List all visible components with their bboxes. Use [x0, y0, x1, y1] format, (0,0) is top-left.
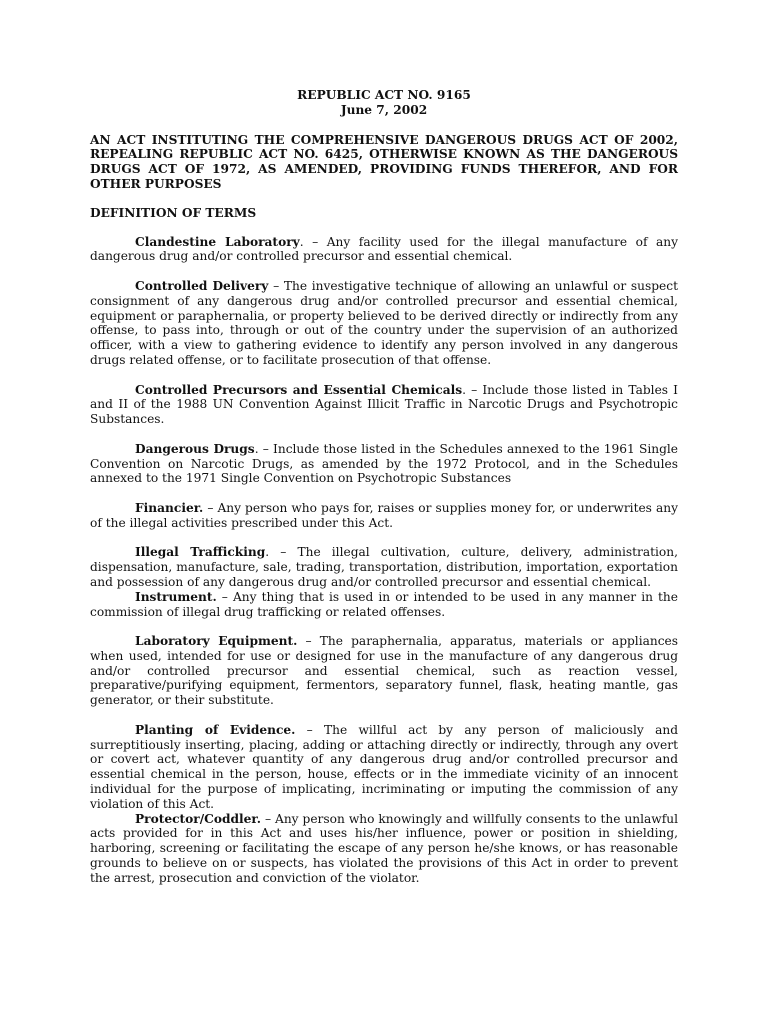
definition-text: – The willful act by any person of maliciously and surreptitiously inserting, placing, adding or attaching directly or indirectly, through any overt or covert act, whatever quantity of any dangerous drug and/or controlled precursor and essential chemical in the person, house, effects or in the immediate vicinity of an innocent individual for the purpose of implicating, incriminating or imputing the commission of any violation of this Act. [90, 722, 678, 811]
definition-text: . – Include those listed in the Schedules annexed to the 1961 Single Convention on Narcotic Drugs, as amended by the 1972 Protocol, and in the Schedules annexed to the 1971 Single Convention on Psychotropic Substances [90, 441, 679, 486]
definition-term: Illegal Trafficking [135, 545, 266, 560]
definition-instrument [90, 590, 678, 620]
definition-financier [90, 501, 678, 531]
act-title: AN ACT INSTITUTING THE COMPREHENSIVE DANGEROUS DRUGS ACT OF 2002, REPEALING REPUBLIC ACT NO. 6425, OTHERWISE KNOWN AS THE DANGEROUS DRUGS ACT OF 1972, AS AMENDED, PROVIDING FUNDS THEREFOR, AND FOR OTHER PURPOSES [90, 132, 678, 191]
definition-illegal-trafficking [90, 545, 678, 589]
definition-text: . – Any facility used for the illegal manufacture of any dangerous drug and/or controlled precursor and essential chemical. [90, 234, 678, 264]
document-page [90, 88, 678, 900]
definition-text: – Any thing that is used in or intended to be used in any manner in the commission of illegal drug trafficking or related offenses. [90, 589, 678, 619]
definition-term: Laboratory Equipment. [135, 634, 298, 649]
definition-term: Controlled Precursors and Essential Chemicals [135, 382, 463, 397]
act-date: June 7, 2002 [340, 102, 428, 117]
definition-term: Planting of Evidence. [135, 722, 296, 737]
definition-clandestine-laboratory [90, 235, 678, 265]
definition-protector-coddler [90, 812, 678, 886]
definition-controlled-delivery [90, 279, 678, 368]
definition-term: Clandestine Laboratory [135, 234, 300, 249]
definition-text: – The investigative technique of allowing an unlawful or suspect consignment of any dangerous drug and/or controlled precursor and essential chemical, equipment or paraphernalia, or property believed to be derived directly or indirectly from any offense, to pass into, through or out of the country under the supervision of an authorized officer, with a view to gathering evidence to identify any person involved in any dangerous drugs related offense, or to facilitate prosecution of that offense. [90, 278, 678, 367]
definition-term: Dangerous Drugs [135, 441, 255, 456]
section-heading: DEFINITION OF TERMS [90, 205, 257, 220]
definition-text: . – Include those listed in Tables I and II of the 1988 UN Convention Against Illicit Traffic in Narcotic Drugs and Psychotropic Substances. [90, 382, 678, 427]
definition-term: Controlled Delivery [135, 278, 269, 293]
definition-term: Instrument. [135, 589, 217, 604]
definition-planting-of-evidence [90, 723, 678, 812]
definition-text: – Any person who knowingly and willfully consents to the unlawful acts provided for in this Act and uses his/her influence, power or position in shielding, harboring, screening or facilitating the escape of any person he/she knows, or has reasonable grounds to believe on or suspects, has violated the provisions of this Act in order to prevent the arrest, prosecution and conviction of the violator. [90, 811, 678, 885]
definition-laboratory-equipment [90, 634, 678, 708]
definition-dangerous-drugs [90, 442, 678, 486]
definition-text: – The paraphernalia, apparatus, materials or appliances when used, intended for use or designed for use in the manufacture of any dangerous drug and/or controlled precursor and essential chemical, such as reaction vessel, preparative/purifying equipment, fermentors, separatory funnel, flask, heating mantle, gas generator, or their substitute. [90, 634, 678, 708]
definition-controlled-precursors [90, 383, 678, 427]
definition-text: – Any person who pays for, raises or supplies money for, or underwrites any of the illegal activities prescribed under this Act. [90, 500, 678, 530]
definition-term: Protector/Coddler. [135, 811, 261, 826]
definition-term: Financier. [135, 500, 204, 515]
act-number: REPUBLIC ACT NO. 9165 [297, 88, 471, 102]
definition-text: . – The illegal cultivation, culture, delivery, administration, dispensation, manufacture, sale, trading, transportation, distribution, importation, exportation and possession of any dangerous drug and/or controlled precursor and essential chemical. [90, 545, 678, 589]
